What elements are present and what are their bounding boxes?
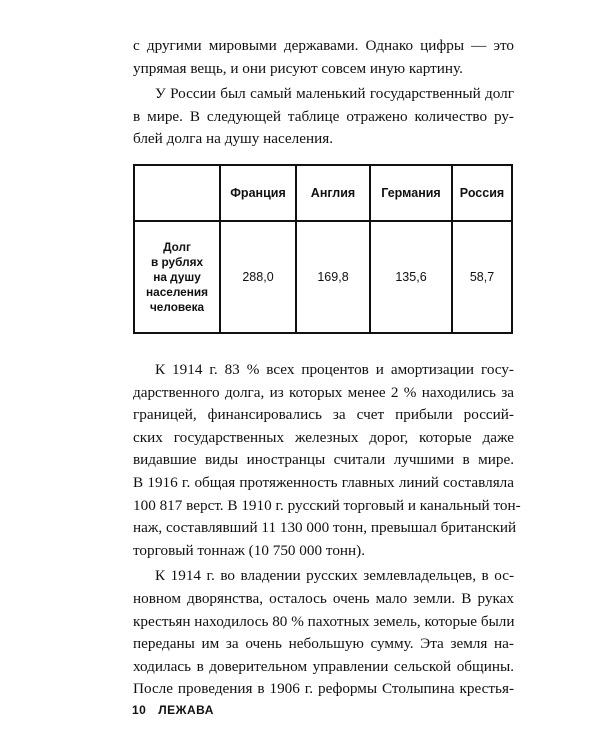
text-line: торговый тоннаж (10 750 000 тонн). xyxy=(133,541,366,559)
paragraph-1 xyxy=(133,35,514,80)
debt-per-capita-table xyxy=(133,164,513,334)
text-line: После проведения в 1906 г. реформы Столыпина крестья- xyxy=(133,680,514,698)
header-france: Франция xyxy=(220,165,296,221)
text-line: В 1916 г. общая протяженность главных линий составляла xyxy=(133,473,514,491)
text-line: в мире. В следующей таблице отражено количество ру- xyxy=(133,107,514,125)
text-line: дарственного долга, из которых менее 2 % находились за xyxy=(133,383,514,401)
header-russia: Россия xyxy=(452,165,512,221)
paragraph-2 xyxy=(133,83,514,151)
row-label-line: на душу xyxy=(153,269,201,284)
header-germany: Германия xyxy=(370,165,452,221)
page-number: 10 xyxy=(132,703,147,717)
text-line: границей, финансировались за счет прибыли россий- xyxy=(133,406,514,424)
text-line: крестьян находилось 80 % пахотных земель, которые были xyxy=(133,612,515,630)
header-england: Англия xyxy=(296,165,370,221)
text-line: новном дворянства, осталось очень мало земли. В руках xyxy=(133,589,514,607)
table-header-row xyxy=(134,165,512,221)
row-label-line: в рублях xyxy=(150,254,204,269)
text-line: 100 817 верст. В 1910 г. русский торговый и канальный тон- xyxy=(133,496,521,514)
text-line: упрямая вещь, и они рисуют совсем иную картину. xyxy=(133,59,463,77)
value-france: 288,0 xyxy=(220,221,296,333)
top-text-block xyxy=(133,35,514,151)
value-england: 169,8 xyxy=(296,221,370,333)
text-line: К 1914 г. 83 % всех процентов и амортизации госу- xyxy=(155,361,514,378)
row-label-line: человека xyxy=(149,299,205,314)
text-line: ходилась в доверительном управлении сельской общины. xyxy=(133,657,514,675)
value-russia: 58,7 xyxy=(452,221,512,333)
text-line: У России был самый маленький государственный долг xyxy=(155,85,514,103)
row-label-debt xyxy=(134,221,220,333)
text-line: ских государственных железных дорог, которые даже xyxy=(133,428,514,446)
text-line: наж, составлявший 11 130 000 тонн, превышал британский xyxy=(133,519,517,537)
page-footer xyxy=(132,703,222,717)
text-line: переданы им за очень небольшую сумму. Эта земля на- xyxy=(133,635,514,653)
paragraph-4 xyxy=(133,565,514,701)
value-germany: 135,6 xyxy=(370,221,452,333)
paragraph-3 xyxy=(133,359,521,562)
text-line: видавшие виды иностранцы считали лучшими в мире. xyxy=(133,451,514,469)
running-title: ЛЕЖАВА xyxy=(158,703,214,717)
text-line: К 1914 г. во владении русских землевладельцев, в ос- xyxy=(155,567,514,585)
bottom-text-block xyxy=(133,359,521,701)
row-label-line: Долг xyxy=(163,239,191,254)
text-line: с другими мировыми державами. Однако цифры — это xyxy=(133,37,514,54)
row-label-line: населения xyxy=(146,284,208,299)
text-line: блей долга на душу населения. xyxy=(133,130,334,148)
table-row xyxy=(134,221,512,333)
table-corner-cell xyxy=(134,165,220,221)
